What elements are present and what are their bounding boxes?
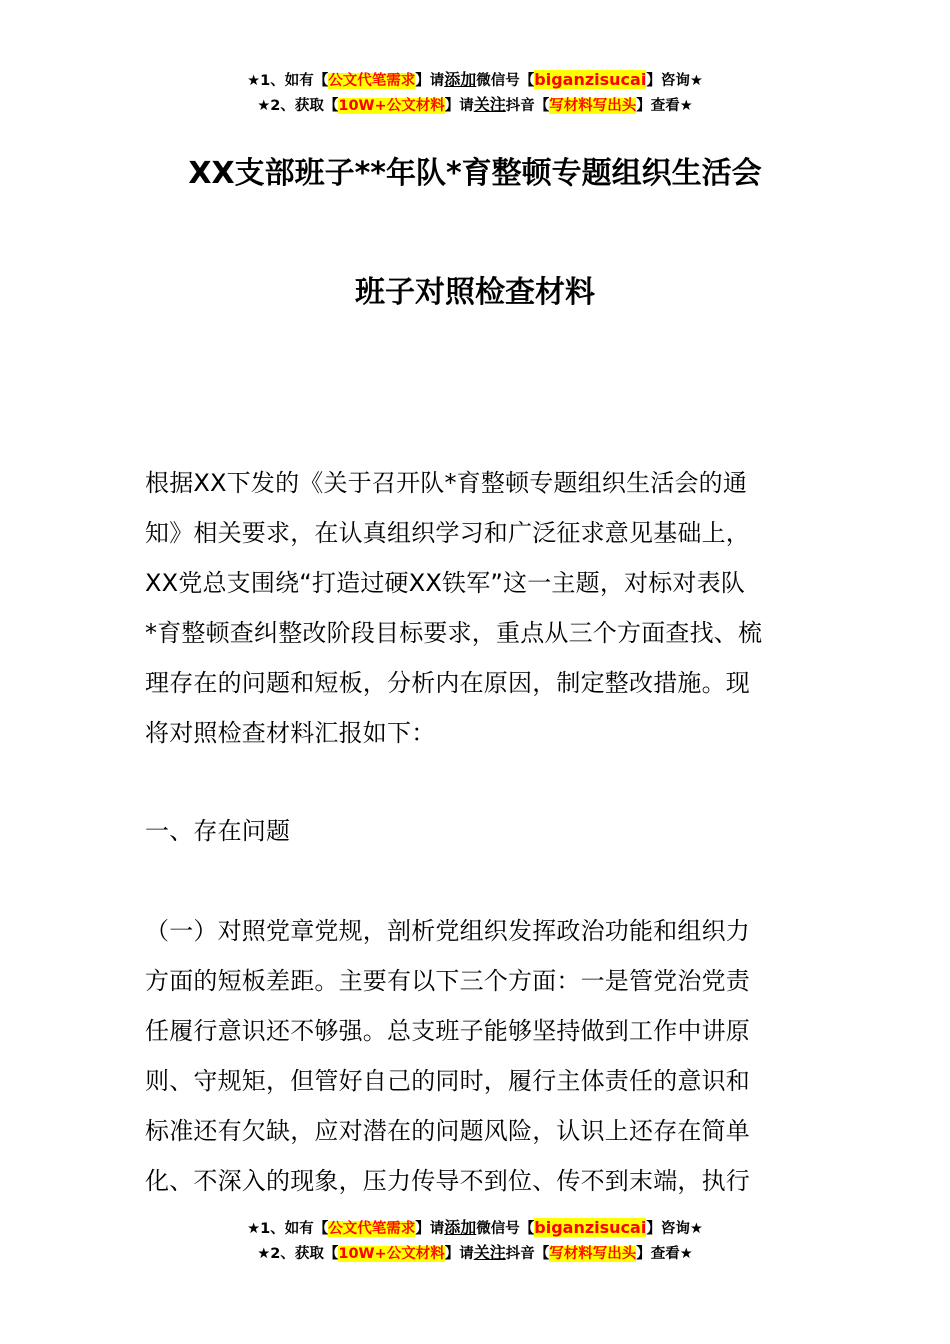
intro-paragraph <box>145 458 825 758</box>
header-banner <box>0 68 950 118</box>
banner-text: ★1、如有【 <box>247 1221 329 1237</box>
banner-line-1 <box>0 68 950 93</box>
banner-highlight: 公文代笔需求 <box>328 1221 416 1237</box>
banner-text: 】查看★ <box>636 1246 693 1262</box>
paragraph-line: XX党总支围绕“打造过硬XX铁军”这一主题，对标对表队 <box>145 569 746 597</box>
paragraph-line: 根据XX下发的《关于召开队*育整顿专题组织生活会的通 <box>145 469 748 497</box>
banner-highlight: 写材料写出头 <box>549 1246 637 1262</box>
banner-highlight: 10W+公文材料 <box>338 98 445 114</box>
document-subtitle: 班子对照检查材料 <box>355 275 595 310</box>
banner-text: 微信号【 <box>476 1221 535 1237</box>
section-heading-text: 一、存在问题 <box>145 817 291 845</box>
banner-underlined: 关注 <box>473 1243 506 1262</box>
paragraph-line: 标准还有欠缺，应对潜在的问题风险，认识上还存在简单 <box>145 1117 750 1145</box>
banner-text: ★2、获取【 <box>257 98 339 114</box>
banner-highlight: 10W+公文材料 <box>338 1246 445 1262</box>
banner-underlined: 添加 <box>444 70 477 89</box>
banner-text: 抖音【 <box>505 1246 550 1262</box>
paragraph-line: 知》相关要求，在认真组织学习和广泛征求意见基础上， <box>145 519 750 547</box>
section-paragraph <box>145 906 825 1206</box>
banner-text: 】请 <box>415 1221 445 1237</box>
banner-highlight: 公文代笔需求 <box>328 73 416 89</box>
paragraph-line: 化、不深入的现象，压力传导不到位、传不到末端，执行 <box>145 1167 750 1195</box>
banner-text: 】请 <box>444 98 474 114</box>
banner-text: 】咨询★ <box>646 1221 703 1237</box>
banner-text: 抖音【 <box>505 98 550 114</box>
banner-underlined: 关注 <box>473 95 506 114</box>
paragraph-line: 任履行意识还不够强。总支班子能够坚持做到工作中讲原 <box>145 1017 750 1045</box>
banner-line-2 <box>0 93 950 118</box>
paragraph-line: 方面的短板差距。主要有以下三个方面：一是管党治党责 <box>145 967 750 995</box>
banner-text: ★2、获取【 <box>257 1246 339 1262</box>
paragraph-line: 将对照检查材料汇报如下： <box>145 719 436 747</box>
section-heading <box>145 806 825 856</box>
banner-text: 】查看★ <box>636 98 693 114</box>
banner-underlined: 添加 <box>444 1218 477 1237</box>
banner-highlight: 写材料写出头 <box>549 98 637 114</box>
footer-banner <box>0 1216 950 1266</box>
document-title: XX支部班子**年队*育整顿专题组织生活会 <box>188 156 762 191</box>
banner-line-2 <box>0 1241 950 1266</box>
banner-text: 】请 <box>444 1246 474 1262</box>
paragraph-line: 理存在的问题和短板，分析内在原因，制定整改措施。现 <box>145 669 750 697</box>
banner-text: 】请 <box>415 73 445 89</box>
banner-highlight: biganzisucai <box>534 70 647 89</box>
banner-line-1 <box>0 1216 950 1241</box>
paragraph-line: 则、守规矩，但管好自己的同时，履行主体责任的意识和 <box>145 1067 750 1095</box>
banner-text: 】咨询★ <box>646 73 703 89</box>
paragraph-line: （一）对照党章党规，剖析党组织发挥政治功能和组织力 <box>145 917 750 945</box>
banner-text: 微信号【 <box>476 73 535 89</box>
paragraph-line: *育整顿查纠整改阶段目标要求，重点从三个方面查找、梳 <box>145 619 763 647</box>
banner-text: ★1、如有【 <box>247 73 329 89</box>
banner-highlight: biganzisucai <box>534 1218 647 1237</box>
